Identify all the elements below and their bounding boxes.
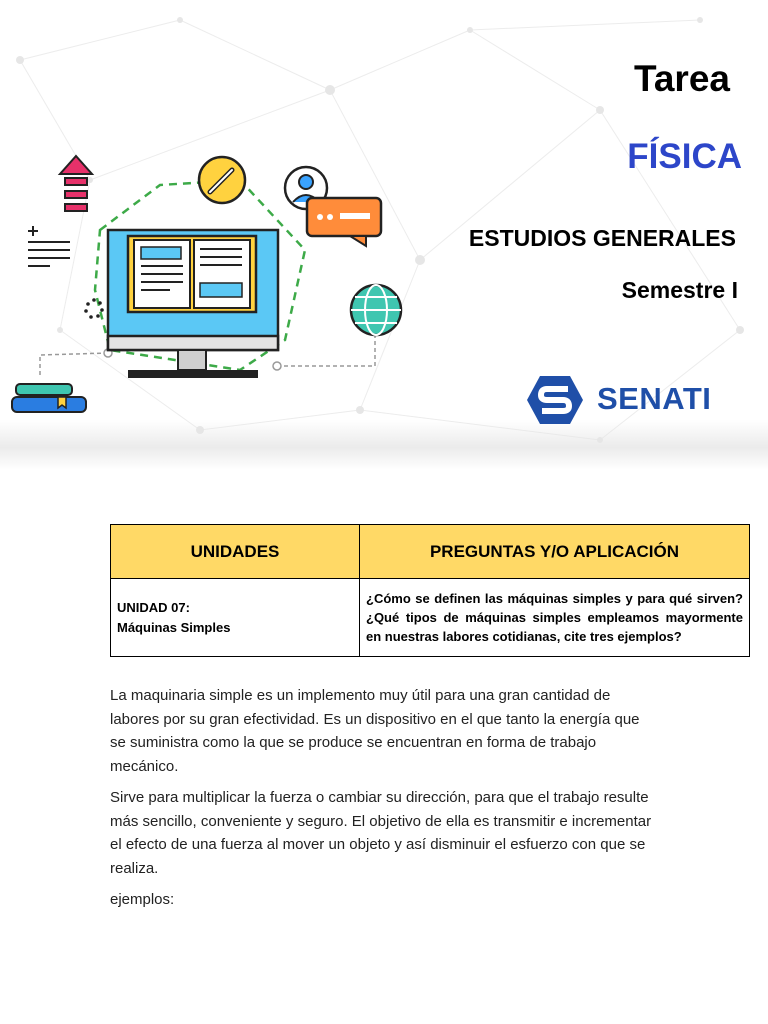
column-header-questions: PREGUNTAS Y/O APLICACIÓN: [360, 525, 750, 579]
unit-cell: [111, 579, 360, 657]
open-book-icon: [128, 236, 256, 312]
connector-line: [277, 330, 375, 366]
paragraph: La maquinaria simple es un implemento muy útil para una gran cantidad de labores por su gran efectividad. Es un dispositivo en el que tanto la energía que se suministra como la que se produce se encuentran en forma de trabajo mecánico.: [110, 687, 640, 775]
list-icon: [28, 226, 70, 266]
books-icon: [12, 384, 86, 412]
table-row: [111, 579, 750, 657]
header-shadow: [0, 420, 768, 470]
answer-text: [110, 684, 655, 920]
document-title: Tarea: [634, 58, 730, 99]
up-arrow-icon: [60, 156, 92, 211]
pencil-icon: [199, 157, 245, 203]
unit-name: Máquinas Simples: [117, 619, 231, 635]
units-table: [110, 524, 750, 657]
globe-icon: [351, 285, 401, 335]
cover-header: [0, 0, 768, 470]
senati-logo-icon: [525, 374, 585, 426]
brand-name: SENATI: [597, 381, 712, 416]
paragraph: Sirve para multiplicar la fuerza o cambiar su dirección, para que el trabajo resulte más sencillo, conveniente y seguro. El objetivo de ella es transmitir e incrementar el efecto de una fuerza al mover un objeto y así disminuir el esfuerzo con que se realiza.: [110, 789, 652, 877]
table-header-row: [111, 525, 750, 579]
education-illustration: [0, 140, 420, 430]
paragraph: ejemplos:: [110, 891, 175, 908]
semester-label: Semestre I: [621, 277, 738, 303]
question-cell: ¿Cómo se definen las máquinas simples y para qué sirven? ¿Qué tipos de máquinas simples empleamos mayormente en nuestras labores cotidianas, cite tres ejemplos?: [360, 579, 750, 657]
subject-title: FÍSICA: [627, 137, 742, 176]
connector-line: [40, 353, 108, 375]
column-header-units: UNIDADES: [111, 525, 360, 579]
program-name: ESTUDIOS GENERALES: [468, 225, 736, 251]
chat-icon: [307, 198, 381, 246]
unit-number: UNIDAD 07:: [117, 599, 190, 615]
